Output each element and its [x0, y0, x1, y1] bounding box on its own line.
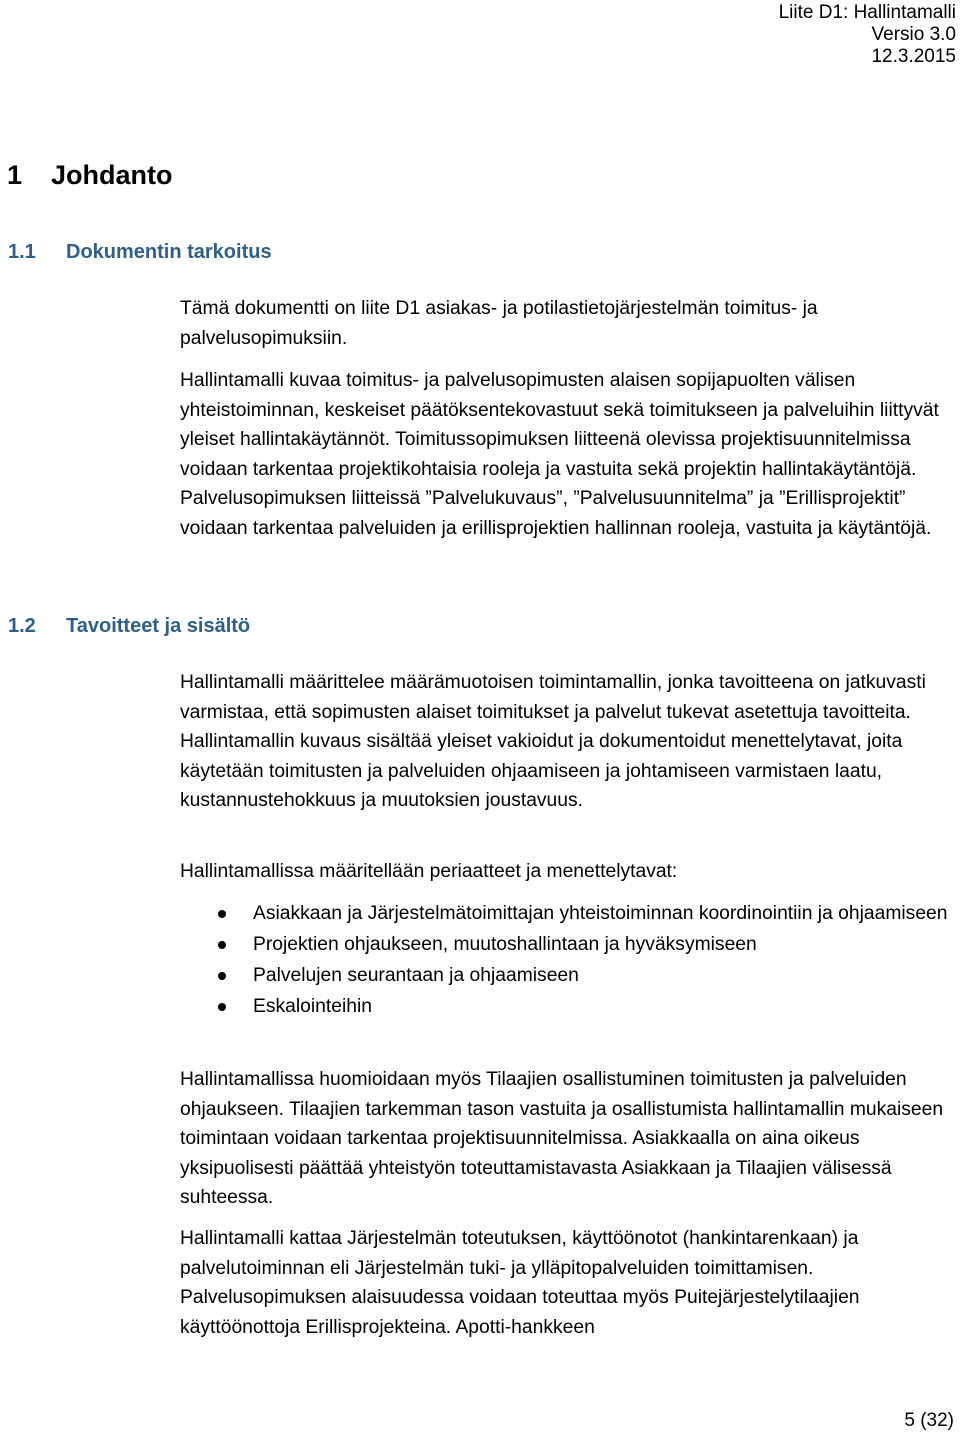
list-item [180, 930, 958, 960]
bullet-icon [218, 941, 226, 949]
paragraph-scope: Hallintamalli kattaa Järjestelmän toteutuksen, käyttöönotot (hankintarenkaan) ja palvelutoiminnan eli Järjestelmän tuki- ja ylläpitopalveluiden toimittamisen. Palvelusopimuksen alaisuudessa voidaan toteuttaa myös Puitejärjestelytilaajien käyttöönottoja Erillisprojekteina. Apotti-hankkeen [180, 1228, 860, 1338]
page-number: 5 (32) [904, 1410, 954, 1431]
heading-section-1 [7, 158, 173, 192]
heading-number: 1.2 [8, 615, 36, 637]
heading-title: Johdanto [51, 160, 173, 190]
header-title: Liite D1: Hallintamalli [778, 2, 956, 23]
heading-section-1-1 [8, 240, 272, 264]
paragraph-purpose-intro: Tämä dokumentti on liite D1 asiakas- ja potilastietojärjestelmän toimitus- ja palvelusopimuksiin. [180, 298, 818, 349]
heading-number: 1 [7, 160, 23, 190]
bullet-icon [218, 972, 226, 980]
paragraph-goals: Hallintamalli määrittelee määrämuotoisen toimintamallin, jonka tavoitteena on jatkuvasti varmistaa, että sopimusten alaiset toimitukset ja palvelut tukevat asetettuja tavoitteita. Hallintamallin kuvaus sisältää yleiset vakioidut ja dokumentoidut menettelytavat, joita käytetään toimitusten ja palveluiden ohjaamiseen ja johtamiseen varmistaen laatu, kustannustehokkuus ja muutoksien joustavuus. [180, 672, 926, 811]
list-item-text: Palvelujen seurantaan ja ohjaamiseen [253, 965, 579, 986]
heading-title: Tavoitteet ja sisältö [66, 615, 251, 637]
header-date: 12.3.2015 [871, 46, 956, 67]
heading-section-1-2 [8, 614, 250, 638]
paragraph-purpose-description: Hallintamalli kuvaa toimitus- ja palvelusopimusten alaisen sopijapuolten välisen yhteistoiminnan, keskeiset päätöksentekovastuut sekä toimitukseen ja palveluihin liittyvät yleiset hallintakäytännöt. Toimitussopimuksen liitteenä olevissa projektisuunnitelmissa voidaan tarkentaa projektikohtaisia rooleja ja vastuita sekä projektin hallintakäytäntöjä. Palvelusopimuksen liitteissä ”Palvelukuvaus”, ”Palvelusuunnitelma” ja ”Erillisprojektit” voidaan tarkentaa palveluiden ja erillisprojektien hallinnan rooleja, vastuita ja käytäntöjä. [180, 370, 939, 539]
list-item [180, 961, 958, 991]
bullet-icon [218, 1003, 226, 1011]
paragraph-principles-intro: Hallintamallissa määritellään periaatteet ja menettelytavat: [180, 861, 678, 882]
paragraph-customers: Hallintamallissa huomioidaan myös Tilaajien osallistuminen toimitusten ja palveluiden ohjaukseen. Tilaajien tarkemman tason vastuita ja osallistumista hallintamallin mukaiseen toimintaan voidaan tarkentaa projektisuunnitelmissa. Asiakkaalla on aina oikeus yksipuolisesti päättää yhteistyön toteuttamistavasta Asiakkaan ja Tilaajien välisessä suhteessa. [180, 1069, 944, 1208]
principles-list [180, 899, 958, 1023]
list-item-text: Eskalointeihin [253, 996, 372, 1017]
heading-title: Dokumentin tarkoitus [66, 241, 272, 263]
document-header [779, 2, 956, 68]
list-item-text: Projektien ohjaukseen, muutoshallintaan ja hyväksymiseen [253, 934, 757, 955]
list-item [180, 899, 958, 929]
heading-number: 1.1 [8, 241, 36, 263]
list-item [180, 992, 958, 1022]
bullet-icon [218, 910, 226, 918]
header-version: Versio 3.0 [871, 24, 956, 45]
list-item-text: Asiakkaan ja Järjestelmätoimittajan yhteistoiminnan koordinointiin ja ohjaamiseen [253, 903, 948, 924]
